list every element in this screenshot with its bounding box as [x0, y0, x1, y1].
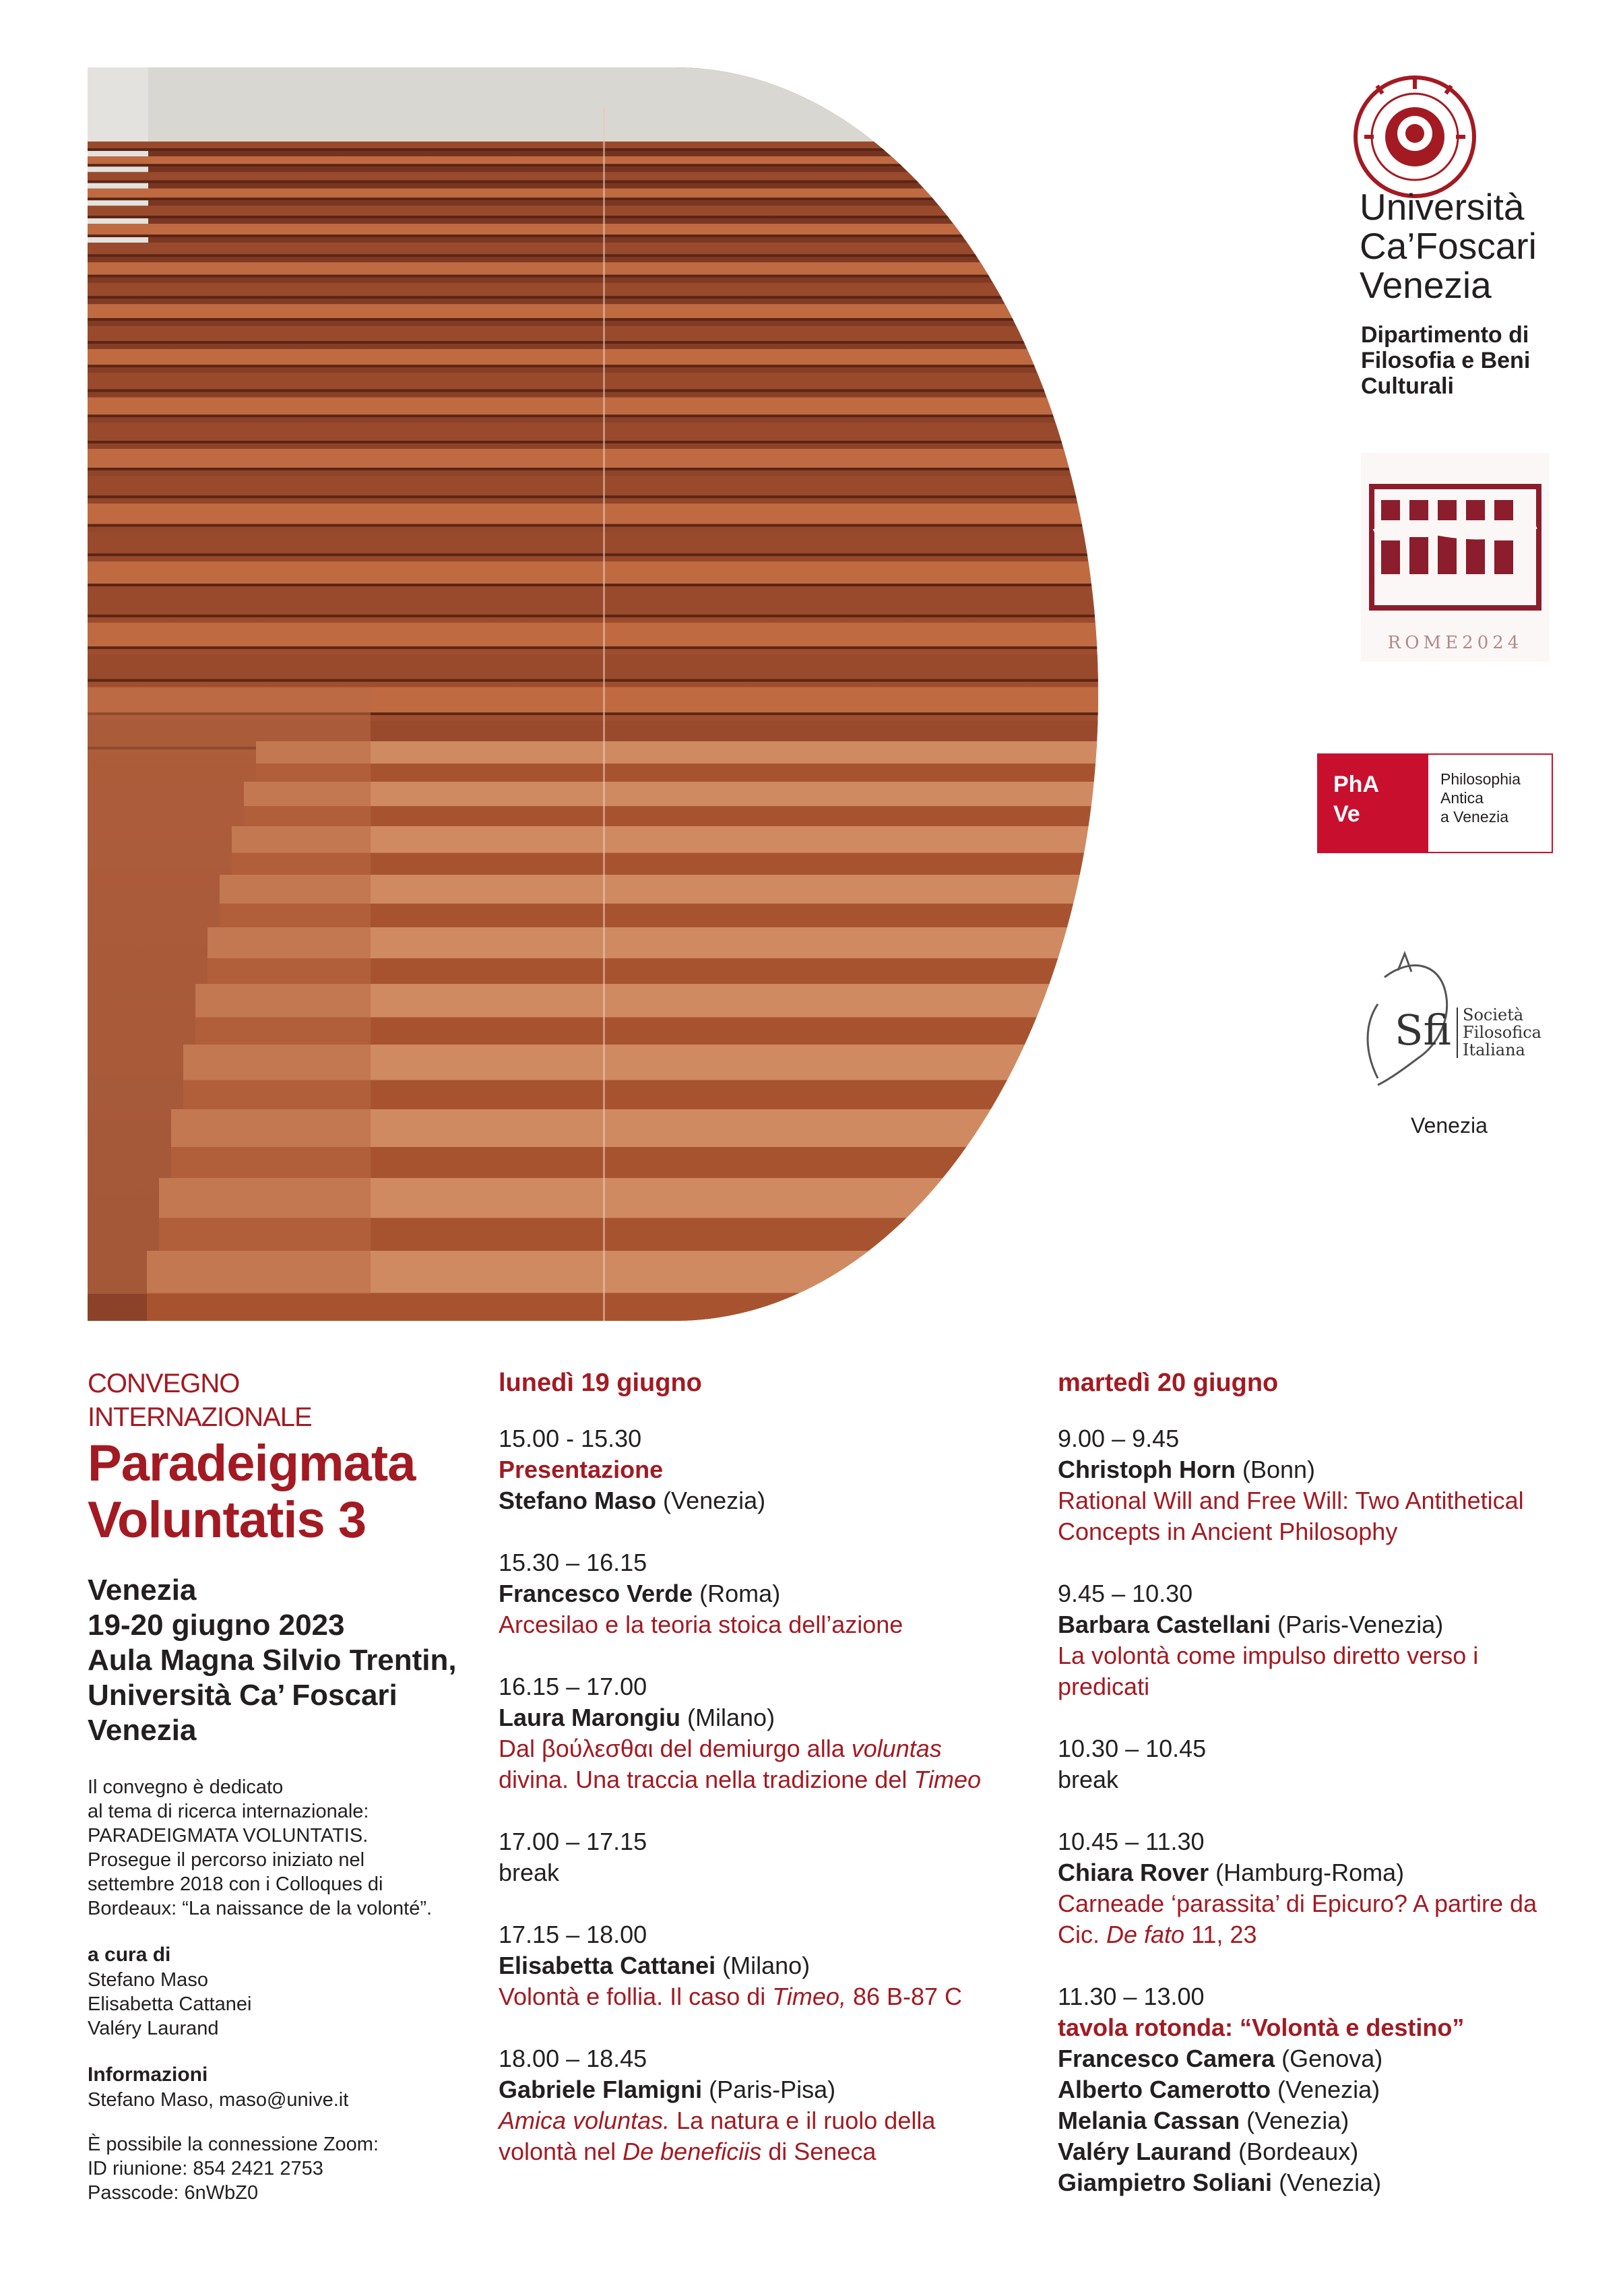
speaker-name: Gabriele Flamigni — [499, 2076, 703, 2103]
program-day-2 — [1058, 1367, 1597, 2229]
talk-title-segment: De beneficiis — [623, 2138, 762, 2165]
speaker-name: Stefano Maso — [499, 1487, 657, 1514]
rome2024-logo — [1361, 453, 1550, 662]
phave-box-line: PhA — [1333, 772, 1379, 797]
slot-time: 18.00 – 18.45 — [499, 2045, 647, 2072]
speaker-affiliation: (Hamburg-Roma) — [1209, 1859, 1405, 1886]
place-line: Università Ca’ Foscari — [88, 1679, 397, 1712]
phave-text-line: a Venezia — [1440, 808, 1509, 826]
talk-title-segment: Carneade ‘parassita’ di Epicuro? A partire da — [1058, 1890, 1537, 1917]
zoom-line: Passcode: 6nWbZ0 — [88, 2182, 259, 2204]
talk-title-segment: Arcesilao e la teoria stoica dell’azione — [499, 1611, 903, 1638]
program-slot — [499, 1919, 1024, 2012]
program-slot — [1058, 1826, 1597, 1950]
program-slot — [1058, 1981, 1597, 2198]
university-name-line: Università — [1360, 186, 1525, 228]
day-title: lunedì 19 giugno — [499, 1369, 702, 1397]
talk-title-segment: Rational Will and Free Will: Two Antithetical — [1058, 1487, 1524, 1514]
speaker-affiliation: (Genova) — [1275, 2045, 1383, 2072]
conference-kicker: CONVEGNO INTERNAZIONALE — [88, 1369, 312, 1432]
speaker-affiliation: (Milano) — [680, 1704, 775, 1731]
talk-title-segment: predicati — [1058, 1673, 1150, 1700]
info-heading: Informazioni — [88, 2064, 208, 2086]
department-line: Dipartimento di — [1361, 322, 1529, 348]
talk-title-line — [499, 1981, 1024, 2012]
sfi-mark: Sfi — [1395, 1005, 1451, 1055]
program-slot — [499, 1547, 1024, 1640]
talk-title-segment: di Seneca — [761, 2138, 877, 2165]
slot-time: 15.00 - 15.30 — [499, 1425, 642, 1452]
program-slot — [499, 1423, 1024, 1516]
talk-title-segment: divina. Una traccia nella tradizione del — [499, 1766, 914, 1793]
talk-title-segment: volontà nel — [499, 2138, 623, 2165]
hero-photo — [88, 67, 1098, 1321]
talk-title-segment: Concepts in Ancient Philosophy — [1058, 1518, 1398, 1545]
slot-time: 17.15 – 18.00 — [499, 1921, 647, 1948]
talk-title-segment: De fato — [1106, 1921, 1185, 1948]
place-line: Venezia — [88, 1714, 197, 1747]
curator-name: Elisabetta Cattanei — [88, 1993, 252, 2015]
talk-title-line — [1058, 1516, 1597, 1547]
speaker — [1058, 1857, 1597, 1888]
unive-seal-icon — [1351, 73, 1479, 201]
slot-list — [499, 1423, 1024, 2167]
sfi-city: Venezia — [1411, 1113, 1488, 1138]
conference-title-line: Paradeigmata — [88, 1435, 416, 1492]
conference-info — [88, 1367, 465, 2205]
speaker — [1058, 1454, 1597, 1485]
talk-title-segment: Amica voluntas. — [499, 2107, 670, 2134]
place-line: Aula Magna Silvio Trentin, — [88, 1644, 457, 1677]
speaker-name: Chiara Rover — [1058, 1859, 1209, 1886]
program-day-1 — [499, 1367, 1024, 2198]
curator-name: Valéry Laurand — [88, 2018, 219, 2039]
talk-title-segment: Dal — [499, 1735, 542, 1762]
speaker — [1058, 2167, 1597, 2198]
talk-title-segment: Volontà e follia. Il caso di — [499, 1983, 773, 2010]
talk-title-line — [499, 1733, 1024, 1764]
speaker — [499, 1702, 1024, 1733]
slot-time: 10.30 – 10.45 — [1058, 1735, 1207, 1762]
place-line: 19-20 giugno 2023 — [88, 1609, 345, 1642]
speaker-affiliation: (Venezia) — [656, 1487, 766, 1514]
speaker-affiliation: (Paris-Pisa) — [702, 2076, 836, 2103]
speaker — [1058, 2074, 1597, 2105]
conference-description — [88, 1775, 465, 1921]
description-line: Prosegue il percorso iniziato nel — [88, 1849, 365, 1871]
speaker-name: Laura Marongiu — [499, 1704, 681, 1731]
slot-time: 15.30 – 16.15 — [499, 1549, 647, 1576]
slot-time: 9.00 – 9.45 — [1058, 1425, 1180, 1452]
speaker-name: Christoph Horn — [1058, 1456, 1236, 1483]
conference-place — [88, 1573, 465, 1748]
rome2024-text: ROME2024 — [1387, 633, 1523, 653]
speaker-name: Alberto Camerotto — [1058, 2076, 1271, 2103]
speaker — [1058, 1609, 1597, 1640]
place-line: Venezia — [88, 1574, 197, 1607]
day-title: martedì 20 giugno — [1058, 1369, 1279, 1397]
speaker — [499, 2074, 1024, 2105]
talk-title-line — [1058, 1671, 1597, 1702]
conference-title-line: Voluntatis 3 — [88, 1491, 367, 1549]
talk-title-segment: 86 B-87 C — [846, 1983, 963, 2010]
speaker-affiliation: (Venezia) — [1272, 2169, 1382, 2196]
description-line: settembre 2018 con i Colloques di — [88, 1873, 383, 1895]
speaker — [499, 1950, 1024, 1981]
speaker-affiliation: (Roma) — [693, 1580, 781, 1607]
slot-label: Presentazione — [499, 1456, 664, 1483]
slot-time: 10.45 – 11.30 — [1058, 1828, 1205, 1855]
talk-title-line — [499, 2136, 1024, 2167]
phave-box-line: Ve — [1333, 801, 1360, 827]
sfi-text-line: Società — [1463, 1005, 1524, 1024]
speaker-affiliation: (Milano) — [715, 1952, 810, 1979]
talk-title-segment: Timeo, — [772, 1983, 846, 2010]
slot-time: 16.15 – 17.00 — [499, 1673, 647, 1700]
program-slot — [1058, 1733, 1597, 1795]
info-contact[interactable]: Stefano Maso, maso@unive.it — [88, 2089, 349, 2111]
program-slot — [499, 2043, 1024, 2167]
description-line: al tema di ricerca internazionale: — [88, 1801, 369, 1822]
description-line: Bordeaux: “La naissance de la volonté”. — [88, 1898, 433, 1919]
speaker-name: Valéry Laurand — [1058, 2138, 1232, 2165]
description-line: Il convegno è dedicato — [88, 1776, 284, 1798]
speaker-name: Giampietro Soliani — [1058, 2169, 1273, 2196]
university-name-line: Ca’Foscari — [1360, 225, 1537, 267]
speaker-name: Melania Cassan — [1058, 2107, 1240, 2134]
talk-title-line — [1058, 1640, 1597, 1671]
slot-time: 9.45 – 10.30 — [1058, 1580, 1193, 1607]
speaker-name: Barbara Castellani — [1058, 1611, 1271, 1638]
slot-label: tavola rotonda: “Volontà e destino” — [1058, 2014, 1465, 2041]
department-line: Filosofia e Beni — [1361, 348, 1531, 373]
talk-title-line — [499, 1609, 1024, 1640]
phave-box — [1317, 753, 1428, 853]
program-slot — [499, 1826, 1024, 1888]
talk-title-segment: 11, 23 — [1184, 1921, 1257, 1948]
sfi-text-line: Filosofica — [1463, 1023, 1541, 1042]
program-slot — [499, 1671, 1024, 1795]
talk-title-segment: La volontà come impulso diretto verso i — [1058, 1642, 1479, 1669]
sfi-logo — [1337, 950, 1553, 1098]
talk-title-segment: La natura e il ruolo della — [670, 2107, 936, 2134]
speaker-name: Francesco Camera — [1058, 2045, 1275, 2072]
slot-time: 17.00 – 17.15 — [499, 1828, 647, 1855]
university-name — [1360, 187, 1602, 305]
university-name-line: Venezia — [1360, 264, 1492, 306]
speaker-affiliation: (Paris-Venezia) — [1271, 1611, 1444, 1638]
speaker — [499, 1578, 1024, 1609]
program-slot — [1058, 1578, 1597, 1702]
talk-title-line — [1058, 1888, 1597, 1919]
department-name — [1361, 322, 1603, 399]
zoom-line: ID riunione: 854 2421 2753 — [88, 2158, 323, 2179]
speaker-affiliation: (Venezia) — [1271, 2076, 1380, 2103]
talk-title-line — [1058, 1485, 1597, 1516]
talk-title-segment: βούλεσθαι — [542, 1735, 654, 1762]
speaker — [499, 1485, 1024, 1516]
phave-logo — [1317, 753, 1553, 853]
speaker — [1058, 2043, 1597, 2074]
speaker-affiliation: (Bordeaux) — [1232, 2138, 1359, 2165]
speaker — [1058, 2136, 1597, 2167]
slot-time: 11.30 – 13.00 — [1058, 1983, 1205, 2010]
talk-title-segment: Timeo — [914, 1766, 982, 1793]
curator-name: Stefano Maso — [88, 1969, 208, 1991]
phave-text-line: Antica — [1440, 789, 1484, 807]
curators-heading: a cura di — [88, 1944, 171, 1966]
speaker-name: Elisabetta Cattanei — [499, 1952, 716, 1979]
talk-title-line — [499, 2105, 1024, 2136]
speaker-affiliation: (Bonn) — [1235, 1456, 1316, 1483]
program-slot — [1058, 1423, 1597, 1547]
slot-list — [1058, 1423, 1597, 2198]
slot-break: break — [1058, 1766, 1119, 1793]
sfi-text-line: Italiana — [1463, 1041, 1525, 1059]
slot-break: break — [499, 1859, 560, 1886]
talk-title-segment: voluntas — [851, 1735, 942, 1762]
curators-list — [88, 1968, 465, 2041]
zoom-info — [88, 2132, 465, 2205]
phave-text — [1428, 753, 1553, 853]
talk-title-segment: Cic. — [1058, 1921, 1106, 1948]
speaker — [1058, 2105, 1597, 2136]
department-line: Culturali — [1361, 373, 1454, 399]
talk-title-line — [499, 1764, 1024, 1795]
talk-title-line — [1058, 1919, 1597, 1950]
talk-title-segment: del demiurgo alla — [653, 1735, 852, 1762]
description-line: PARADEIGMATA VOLUNTATIS. — [88, 1825, 369, 1847]
conference-title — [88, 1435, 465, 1549]
phave-text-line: Philosophia — [1440, 770, 1521, 788]
zoom-line: È possibile la connessione Zoom: — [88, 2134, 379, 2155]
speaker-name: Francesco Verde — [499, 1580, 693, 1607]
speaker-affiliation: (Venezia) — [1240, 2107, 1349, 2134]
